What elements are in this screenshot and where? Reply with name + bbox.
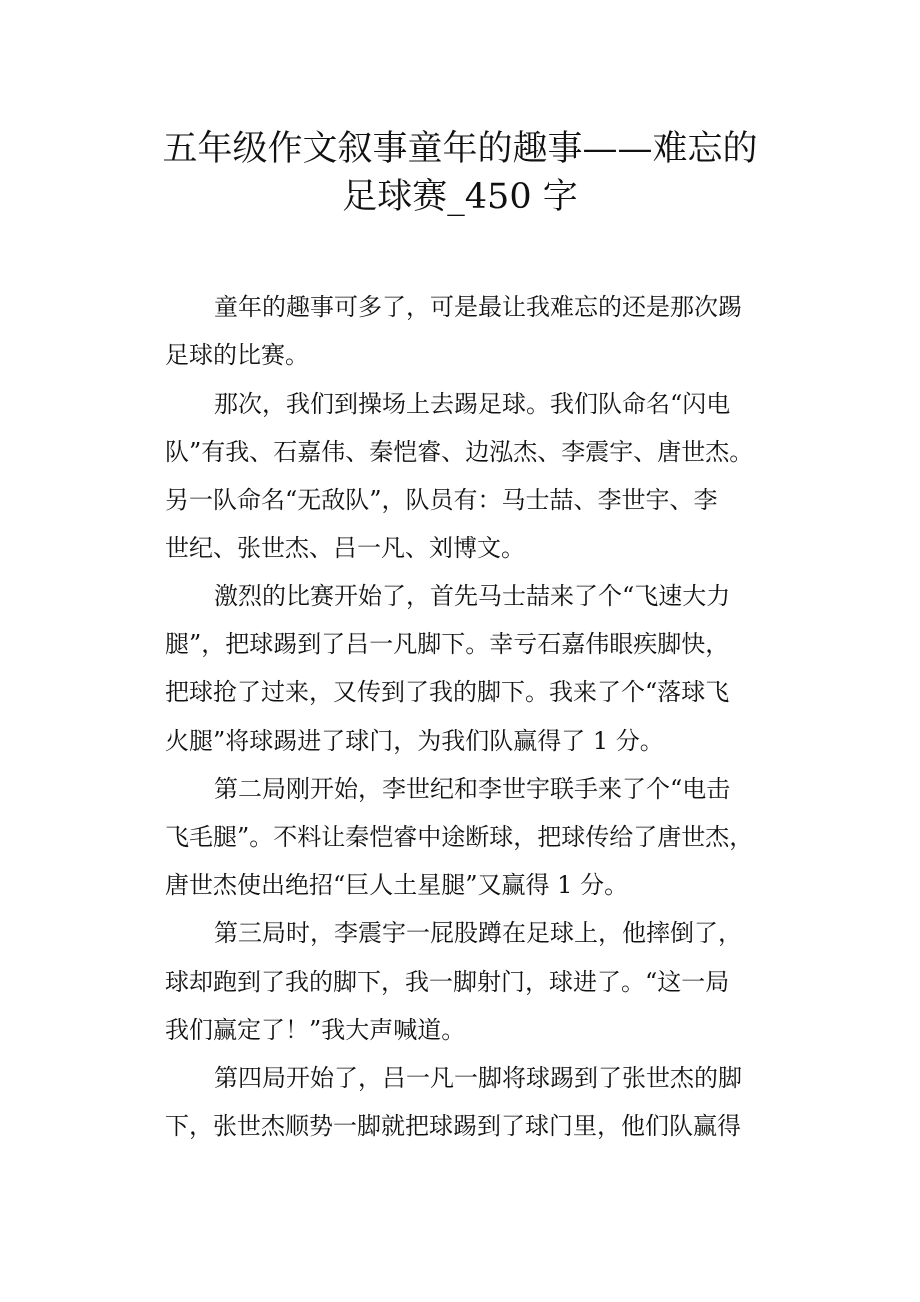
body-line: 那次，我们到操场上去踢足球。我们队命名“闪电 xyxy=(214,390,731,418)
body-line: 第四局开始了，吕一凡一脚将球踢到了张世杰的脚 xyxy=(214,1064,742,1092)
body-line: 腿”，把球踢到了吕一凡脚下。幸亏石嘉伟眼疾脚快， xyxy=(165,630,730,658)
body-line: 另一队命名“无敌队”，队员有：马士喆、李世宇、李 xyxy=(165,486,718,514)
body-line: 火腿”将球踢进了球门，为我们队赢得了 1 分。 xyxy=(165,727,664,755)
body-line: 童年的趣事可多了，可是最让我难忘的还是那次踢 xyxy=(214,293,742,321)
body-line: 唐世杰使出绝招“巨人土星腿”又赢得 1 分。 xyxy=(165,871,629,899)
body-line: 下，张世杰顺势一脚就把球踢到了球门里，他们队赢得 xyxy=(165,1112,741,1140)
document-title-line-2: 足球赛_450 字 xyxy=(342,177,578,217)
body-line: 把球抢了过来，又传到了我的脚下。我来了个“落球飞 xyxy=(165,678,730,706)
body-line: 世纪、张世杰、吕一凡、刘博文。 xyxy=(165,534,525,562)
body-line: 第二局刚开始，李世纪和李世宇联手来了个“电击 xyxy=(214,775,731,803)
body-line: 队”有我、石嘉伟、秦恺睿、边泓杰、李震宇、唐世杰。 xyxy=(165,438,754,466)
body-line: 足球的比赛。 xyxy=(165,341,309,369)
body-line: 飞毛腿”。不料让秦恺睿中途断球，把球传给了唐世杰， xyxy=(165,823,754,851)
body-line: 我们赢定了！”我大声喊道。 xyxy=(165,1016,466,1044)
document-title-line-1: 五年级作文叙事童年的趣事——难忘的 xyxy=(162,129,758,169)
body-line: 第三局时，李震宇一屁股蹲在足球上，他摔倒了， xyxy=(214,919,742,947)
body-line: 球却跑到了我的脚下，我一脚射门，球进了。“这一局 xyxy=(165,968,730,996)
body-line: 激烈的比赛开始了，首先马士喆来了个“飞速大力 xyxy=(214,582,731,610)
